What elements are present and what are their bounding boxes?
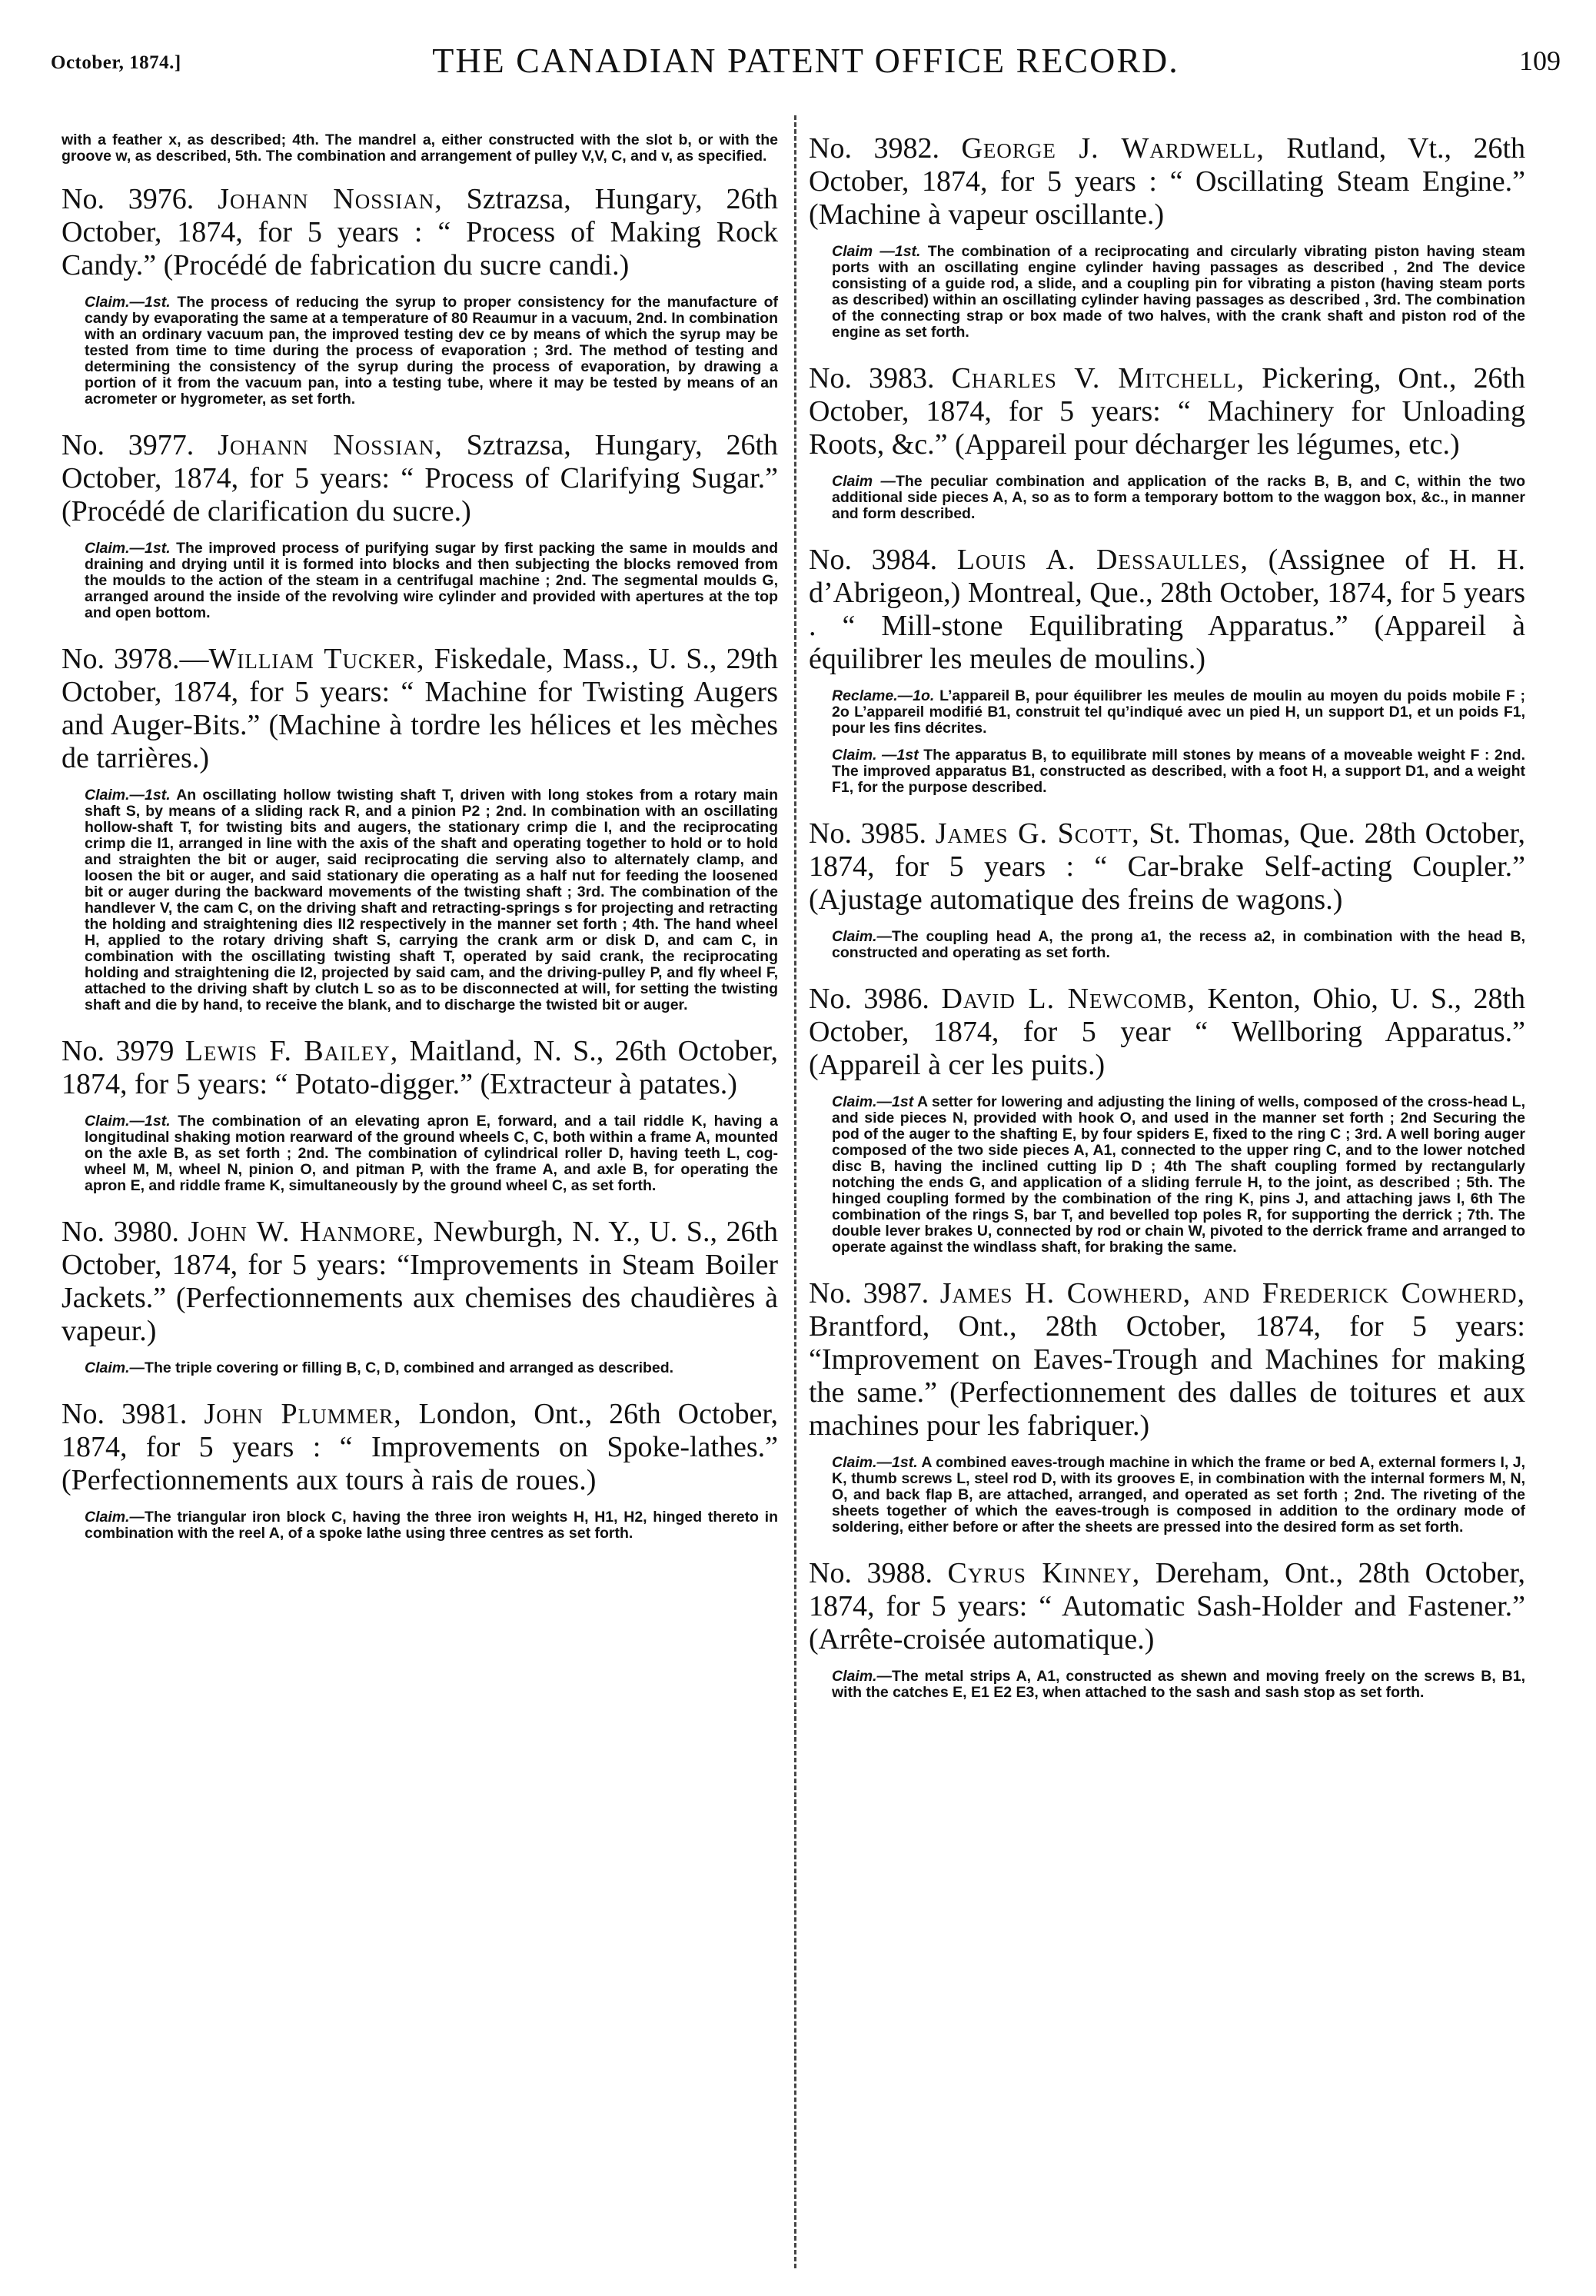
patentee-name: James G. Scott,	[935, 817, 1140, 850]
claim-body: L’appareil B, pour équilibrer les meules de moulin au moyen du poids mobile F ; 2o L’appareil modifié B1, construit tel qu’indiqué avec un pied H, un support D1, et un poids F1, pour les fins décrites.	[832, 687, 1525, 737]
patent-entry-3977	[62, 429, 778, 621]
claim-text	[85, 1360, 778, 1376]
claim-text	[832, 1455, 1525, 1536]
claim-label: Claim. —1st	[832, 747, 919, 764]
patent-details: Sztrazsa, Hungary, 26th October, 1874, for 5 years : “ Process of Making Rock Candy.” (Procédé de fabrication du sucre candi.)	[62, 183, 778, 281]
patent-entry-3981	[62, 1398, 778, 1542]
claim-body: The metal strips A, A1, constructed as shewn and moving freely on the screws B, B1, with the catches E, E1 E2 E3, when attached to the sash and sash stop as set forth.	[832, 1668, 1525, 1701]
patentee-name: Charles V. Mitchell,	[951, 362, 1245, 394]
claim-body: The coupling head A, the prong a1, the recess a2, in combination with the head B, constructed and operating as set forth.	[832, 928, 1525, 961]
claim-label: Claim.—	[832, 1668, 893, 1685]
claim-text	[832, 244, 1525, 341]
patent-number: No. 3984.	[809, 544, 938, 576]
column-divider	[794, 115, 796, 2268]
patent-number: No. 3988.	[809, 1557, 933, 1589]
claim-body: The process of reducing the syrup to proper consistency for the manufacture of candy by evaporating the same at a temperature of 80 Reaumur in a vacuum, 2nd. In combination with an ordinary vacuum pan, the improved testing dev ce by means of which the syrup may be tested from time to time during the process of evaporation ; 3rd. The method of testing and determining the consistency of the syrup during the process of evaporation, by drawing a portion of it from the vacuum pan, into a testing tube, where it may be tested by means of an acrometer or hygrometer, as set forth.	[85, 294, 778, 408]
claim-text	[85, 1509, 778, 1542]
claim-body: The improved process of purifying sugar by first packing the same in moulds and draining and drying until it is formed into blocks and then subjecting the blocks removed from the moulds to the action of the steam in a centrifugal machine ; 2nd. The segmental moulds G, arranged around the inside of the revolving wire cylinder and provided with apertures at the top and open bottom.	[85, 540, 778, 621]
patent-entry-3986	[809, 983, 1525, 1256]
patent-entry-3983	[809, 362, 1525, 522]
patent-entry-3988	[809, 1557, 1525, 1701]
claim-label: Claim.—1st.	[85, 1113, 171, 1130]
patent-details: Pickering, Ont., 26th October, 1874, for 5 years: “ Machinery for Unloading Roots, &c.” (Appareil pour décharger les légumes, etc.)	[809, 362, 1525, 461]
entry-heading	[62, 1398, 778, 1497]
continued-claim-text: with a feather x, as described; 4th. The mandrel a, either constructed with the slot b, or with the groove w, as described, 5th. The combination and arrangement of pulley V,V, C, and v, as specified.	[62, 132, 778, 165]
patentee-name: William Tucker,	[208, 643, 425, 675]
patent-entry-3985	[809, 817, 1525, 961]
patentee-name: Johann Nossian,	[218, 183, 443, 215]
claim-label: Reclame.—1o.	[832, 687, 935, 704]
claim-text	[832, 1094, 1525, 1256]
claim-body: An oscillating hollow twisting shaft T, driven with long stokes from a rotary main shaft S, by means of a sliding rack R, and a pinion P2 ; 2nd. In combination with an oscillating hollow-shaft T, for twisting bits and augers, the stationary crimp die I, and the reciprocating crimp die I1, arranged in line with the axis of the shaft and operating together to hold or to hold and straighten the bit or auger, said reciprocating die serving also to alternately clamp, and loosen the bit or auger, and said stationary die operating as a half nut for feeding the loosened bit or auger during the backward movements of the twisting shaft ; 3rd. The combination of the handlever V, the cam C, on the driving shaft and retracting-springs s for projecting and retracting the holding and straightening dies II2 respectively in the manner set forth ; 4th. The hand wheel H, applied to the rotary driving shaft S, carrying the crank arm or disk D, and cam C, in combination with the oscillating twisting shaft T, operated by said crank, the reciprocating holding and straightening die I2, projected by said cam, and the driving-pulley P, and fly wheel F, attached to the driving shaft by clutch L so as to be disconnected at will, for setting the twisting shaft and die by hand, to receive the blank, and to discharge the twisted bit or auger.	[85, 787, 778, 1013]
patent-entry-3976	[62, 183, 778, 408]
patentee-name: James H. Cowherd, and Frederick Cowherd,	[939, 1277, 1525, 1309]
patent-number: No. 3980.	[62, 1216, 179, 1248]
patentee-name: George J. Wardwell,	[961, 132, 1265, 165]
page-header	[51, 38, 1561, 85]
patent-entry-3984	[809, 544, 1525, 796]
patent-details: Fiskedale, Mass., U. S., 29th October, 1874, for 5 years: “ Machine for Twisting Augers and Auger-Bits.” (Machine à tordre les hélices et les mèches de tarrières.)	[62, 643, 778, 774]
entry-heading	[62, 643, 778, 775]
patent-number: No. 3983.	[809, 362, 935, 394]
claim-body: The peculiar combination and application of the racks B, B, and C, within the two additional side pieces A, A, so as to form a temporary bottom to the waggon box, &c., in manner and form described.	[832, 473, 1525, 522]
entry-heading	[809, 1277, 1525, 1442]
patentee-name: Johann Nossian,	[218, 429, 443, 461]
patent-number: No. 3976.	[62, 183, 195, 215]
left-column	[62, 132, 778, 2278]
claim-label: Claim.—	[832, 928, 893, 945]
claim-label: Claim.—	[85, 1359, 145, 1376]
claim-text	[85, 294, 778, 408]
entry-heading	[809, 544, 1525, 676]
entry-heading	[809, 1557, 1525, 1656]
claim-text	[832, 1669, 1525, 1701]
entry-heading	[809, 132, 1525, 231]
right-column	[809, 132, 1525, 2278]
entry-heading	[62, 1035, 778, 1101]
claim-label: Claim —	[832, 473, 896, 490]
claim-text	[832, 929, 1525, 961]
patent-entry-3982	[809, 132, 1525, 341]
french-claim-text	[832, 688, 1525, 737]
claim-label: Claim.—1st.	[85, 294, 171, 311]
claim-text	[832, 474, 1525, 522]
patent-entry-3987	[809, 1277, 1525, 1536]
patentee-name: John Plummer,	[204, 1398, 402, 1430]
claim-body: The apparatus B, to equilibrate mill stones by means of a moveable weight F : 2nd. The improved apparatus B1, constructed as described, with a foot H, a support D1, and a weight F1, for the purpose described.	[832, 747, 1525, 796]
claim-label: Claim —1st.	[832, 243, 921, 260]
patent-details: Brantford, Ont., 28th October, 1874, for 5 years: “Improvement on Eaves-Trough and Machines for making the same.” (Perfectionnement des dalles de toitures et aux machines pour les fabriquer.)	[809, 1310, 1525, 1442]
claim-body: The triple covering or filling B, C, D, combined and arranged as described.	[145, 1359, 674, 1376]
patent-entry-3980	[62, 1216, 778, 1376]
issue-date: October, 1874.]	[51, 52, 181, 73]
claim-label: Claim.—	[85, 1509, 145, 1526]
patent-number: No. 3987.	[809, 1277, 929, 1309]
claim-label: Claim.—1st.	[85, 540, 171, 557]
patent-number: No. 3977.	[62, 429, 195, 461]
patent-number: No. 3979	[62, 1035, 175, 1067]
entry-heading	[62, 183, 778, 282]
entry-heading	[809, 362, 1525, 461]
patent-entry-3978	[62, 643, 778, 1013]
entry-heading	[809, 817, 1525, 917]
claim-label: Claim.—1st	[832, 1093, 914, 1110]
patent-number: No. 3985.	[809, 817, 927, 850]
patent-details: Maitland, N. S., 26th October, 1874, for 5 years: “ Potato-digger.” (Extracteur à patates.)	[62, 1035, 778, 1100]
claim-text	[832, 747, 1525, 796]
patent-details: London, Ont., 26th October, 1874, for 5 years : “ Improvements on Spoke-lathes.” (Perfectionnements aux tours à rais de roues.)	[62, 1398, 778, 1496]
patent-details: Dereham, Ont., 28th October, 1874, for 5 years: “ Automatic Sash-Holder and Fastener.” (Arrête-croisée automatique.)	[809, 1557, 1525, 1655]
patentee-name: Cyrus Kinney,	[947, 1557, 1141, 1589]
patent-number: No. 3981.	[62, 1398, 188, 1430]
claim-body: The combination of a reciprocating and circularly vibrating piston having steam ports with an oscillating engine cylinder having passages as described , 2nd The device consisting of a guide rod, a slide, and a coupling pin for vibrating a piston (having steam ports as described) within an oscillating cylinder having passages as described , 3rd. The combination of the connecting strap or box made of two halves, with the crank shaft and piston rod of the engine as set forth.	[832, 243, 1525, 341]
patentee-name: John W. Hanmore,	[188, 1216, 424, 1248]
patent-details: Sztrazsa, Hungary, 26th October, 1874, for 5 years: “ Process of Clarifying Sugar.” (Procédé de clarification du sucre.)	[62, 429, 778, 527]
entry-heading	[809, 983, 1525, 1082]
patent-number: No. 3982.	[809, 132, 939, 165]
claim-body: A combined eaves-trough machine in which the frame or bed A, external formers I, J, K, thumb screws L, steel rod D, with its grooves E, in combination with the internal formers M, N, O, and back flap B, are attached, arranged, and operated as set forth ; 2nd. The riveting of the sheets together of which the eaves-trough is composed in addition to the ordinary mode of soldering, either before or after the sheets are pressed into the desired form as set forth.	[832, 1454, 1525, 1536]
patent-number: No. 3986.	[809, 983, 929, 1015]
patent-details: St. Thomas, Que. 28th October, 1874, for 5 years : “ Car-brake Self-acting Coupler.” (Ajustage automatique des freins de wagons.)	[809, 817, 1525, 916]
claim-label: Claim.—1st.	[832, 1454, 918, 1471]
claim-text	[85, 1113, 778, 1194]
claim-body: The combination of an elevating apron E, forward, and a tail riddle K, having a longitudinal shaking motion rearward of the ground wheels C, C, both within a frame A, mounted on the axle B, as set forth ; 2nd. The combination of cylindrical roller D, having teeth L, cog-wheel M, M, wheel N, pinion O, and pitman P, with the frame A, and axle B, for operating the apron E, and riddle frame K, simultaneously by the ground wheel C, as set forth.	[85, 1113, 778, 1194]
claim-body: The triangular iron block C, having the three iron weights H, H1, H2, hinged thereto in combination with the reel A, of a spoke lathe using three centres as set forth.	[85, 1509, 778, 1542]
patent-details: Newburgh, N. Y., U. S., 26th October, 1874, for 5 years: “Improvements in Steam Boiler Jackets.” (Perfectionnements aux chemises des chaudières à vapeur.)	[62, 1216, 778, 1347]
entry-heading	[62, 429, 778, 528]
claim-text	[85, 541, 778, 621]
patentee-name: David L. Newcomb,	[941, 983, 1196, 1015]
patentee-name: Louis A. Dessaulles,	[956, 544, 1249, 576]
claim-label: Claim.—1st.	[85, 787, 171, 804]
publication-title: THE CANADIAN PATENT OFFICE RECORD.	[432, 41, 1179, 80]
patent-details: (Assignee of H. H. d’Abrigeon,) Montreal, Que., 28th October, 1874, for 5 years . “ Mill-stone Equilibrating Apparatus.” (Appareil à équilibrer les meules de moulins.)	[809, 544, 1525, 675]
claim-body: A setter for lowering and adjusting the lining of wells, composed of the cross-head L, and side pieces N, provided with hook O, and used in the manner set forth ; 2nd Securing the pod of the auger to the shafting E, by four spiders E, fixed to the ring C ; 3rd. A well boring auger composed of the two side pieces A, A1, connected to the upper ring C, and to the lower notched disc B, having the inclined cutting lip D ; 4th The shaft coupling formed by rectangularly notching the ends G, and application of a sliding ferrule H, to the joint, as described ; 5th. The hinged coupling formed by the combination of the ring K, pins J, and attaching jaws I, 6th The combination of the rings S, bar T, and bevelled top poles R, for supporting the derrick ; 7th. The double lever brakes U, connected by rod or chain W, pivoted to the derrick frame and arranged to operate against the windlass shaft, for braking the same.	[832, 1093, 1525, 1256]
patent-number: No. 3978.—	[62, 643, 209, 675]
patentee-name: Lewis F. Bailey,	[185, 1035, 399, 1067]
patent-details: Kenton, Ohio, U. S., 28th October, 1874, for 5 year “ Wellboring Apparatus.” (Appareil à cer les puits.)	[809, 983, 1525, 1081]
page-number: 109	[1519, 45, 1561, 76]
entry-heading	[62, 1216, 778, 1348]
patent-details: Rutland, Vt., 26th October, 1874, for 5 years : “ Oscillating Steam Engine.” (Machine à vapeur oscillante.)	[809, 132, 1525, 231]
claim-text	[85, 787, 778, 1013]
patent-entry-3979	[62, 1035, 778, 1194]
